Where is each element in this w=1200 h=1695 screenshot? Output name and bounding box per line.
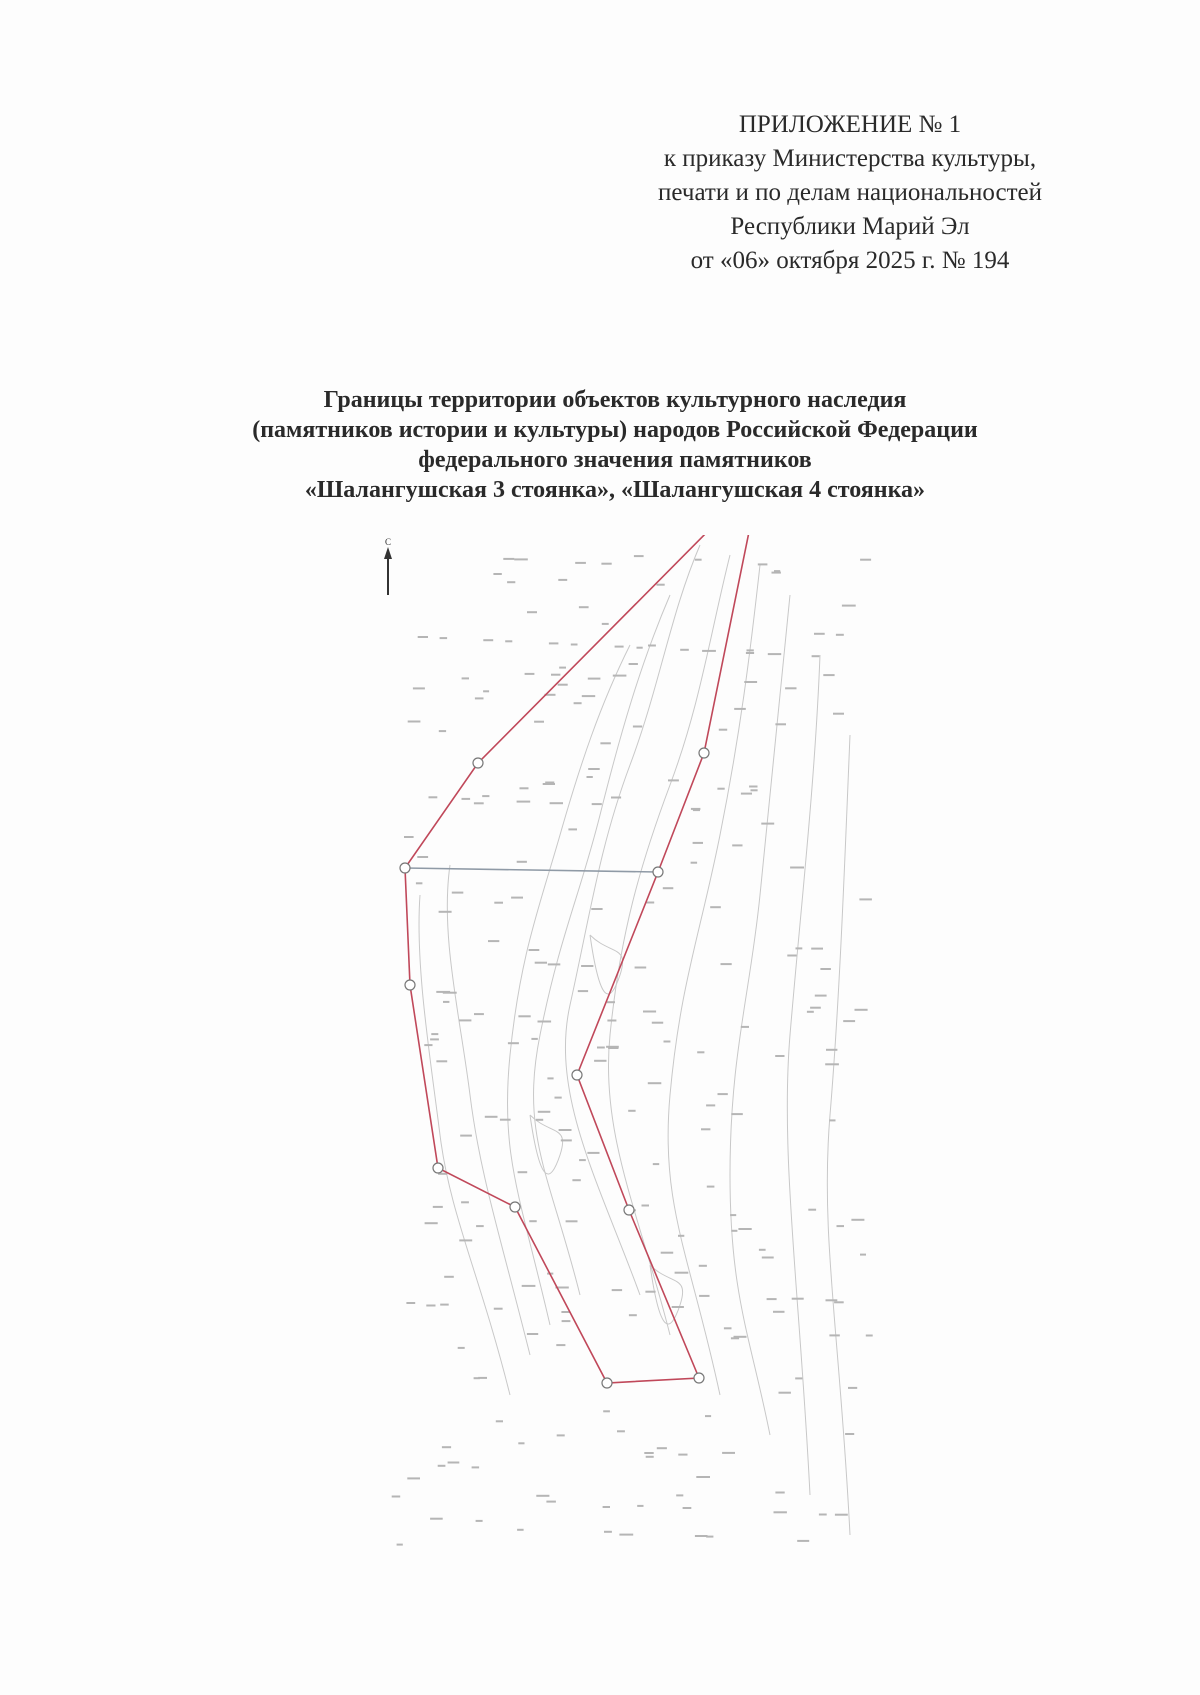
survey-mark — [555, 1097, 562, 1099]
survey-mark — [734, 708, 746, 710]
survey-mark — [810, 1007, 821, 1009]
survey-mark — [575, 562, 586, 564]
survey-mark — [741, 793, 752, 795]
survey-mark — [559, 667, 566, 669]
survey-mark — [823, 674, 834, 676]
territory-boundary-line — [405, 535, 750, 1383]
survey-mark — [436, 1060, 447, 1062]
survey-mark — [438, 1465, 446, 1467]
survey-mark — [561, 1139, 572, 1141]
survey-mark — [462, 798, 471, 800]
contour-line — [827, 735, 850, 1535]
survey-mark — [556, 1344, 565, 1346]
survey-mark — [517, 861, 527, 863]
survey-mark — [845, 1433, 854, 1435]
survey-mark — [637, 647, 643, 649]
appendix-line-3: Республики Марий Эл — [730, 213, 970, 240]
survey-mark — [860, 1254, 866, 1256]
survey-mark — [559, 1129, 572, 1131]
survey-mark — [478, 1377, 487, 1379]
appendix-line-2: печати и по делам национальностей — [658, 179, 1042, 206]
survey-mark — [517, 801, 531, 803]
survey-mark — [439, 911, 452, 913]
survey-mark — [508, 1042, 519, 1044]
document-title — [150, 385, 1080, 505]
survey-mark — [717, 788, 724, 790]
boundary-vertex — [602, 1378, 612, 1388]
survey-mark — [775, 723, 786, 725]
survey-mark — [611, 797, 621, 799]
survey-mark — [633, 726, 642, 728]
survey-mark — [730, 1214, 736, 1216]
survey-mark — [796, 947, 803, 949]
survey-mark — [842, 605, 856, 607]
survey-mark — [762, 1257, 774, 1259]
survey-mark — [604, 1531, 612, 1533]
survey-mark — [439, 730, 446, 732]
survey-mark — [536, 1495, 549, 1497]
survey-mark — [701, 1128, 710, 1130]
survey-mark — [522, 1285, 536, 1287]
survey-mark — [678, 1235, 684, 1237]
survey-mark — [635, 967, 647, 969]
contour-line — [534, 595, 670, 1295]
survey-mark — [483, 639, 493, 641]
survey-mark — [722, 1452, 735, 1454]
contour-line — [787, 655, 820, 1495]
survey-mark — [646, 1456, 654, 1458]
boundary-map — [370, 535, 890, 1565]
survey-mark — [746, 652, 754, 654]
survey-mark — [785, 687, 796, 689]
appendix-line-1: к приказу Министерства культуры, — [663, 145, 1037, 172]
survey-mark — [710, 906, 721, 908]
survey-mark — [452, 892, 464, 894]
survey-mark — [536, 1119, 543, 1121]
survey-mark — [668, 779, 679, 781]
title-line-3: федерального значения памятников — [418, 447, 812, 473]
survey-mark — [768, 653, 781, 655]
survey-mark — [587, 1152, 599, 1154]
survey-mark — [834, 1301, 844, 1303]
survey-mark — [811, 948, 823, 950]
survey-mark — [597, 1047, 605, 1049]
survey-mark — [657, 1447, 667, 1449]
survey-mark — [430, 1038, 439, 1040]
survey-mark — [476, 1520, 483, 1522]
survey-mark — [603, 1410, 610, 1412]
survey-mark — [637, 1505, 643, 1507]
survey-mark — [833, 713, 844, 715]
survey-mark — [600, 742, 610, 744]
survey-mark — [430, 1518, 443, 1520]
survey-mark — [474, 1013, 484, 1015]
survey-mark — [518, 1442, 524, 1444]
survey-mark — [774, 570, 780, 572]
contour-line — [730, 595, 790, 1435]
survey-mark — [707, 1186, 715, 1188]
survey-mark — [797, 1540, 809, 1542]
boundary-vertex — [400, 863, 410, 873]
survey-mark — [397, 1544, 403, 1546]
survey-mark — [699, 1295, 709, 1297]
survey-mark — [767, 1298, 777, 1300]
survey-mark — [807, 1011, 814, 1013]
map-svg — [370, 535, 890, 1565]
boundary-vertex — [694, 1373, 704, 1383]
survey-mark — [643, 1011, 656, 1013]
survey-mark — [843, 1020, 855, 1022]
boundary-vertex — [624, 1205, 634, 1215]
survey-mark — [675, 1272, 689, 1274]
boundary-vertex — [473, 758, 483, 768]
survey-mark — [693, 842, 703, 844]
boundary-vertex — [699, 748, 709, 758]
survey-mark — [500, 1119, 511, 1121]
survey-mark — [837, 1225, 845, 1227]
survey-mark — [529, 1220, 536, 1222]
survey-mark — [517, 1529, 524, 1531]
survey-mark — [774, 1511, 787, 1513]
survey-mark — [460, 1135, 472, 1137]
survey-mark — [617, 1430, 625, 1432]
survey-mark — [607, 1001, 615, 1003]
survey-mark — [706, 1104, 715, 1106]
survey-mark — [459, 1239, 472, 1241]
survey-mark — [657, 584, 665, 586]
survey-mark — [855, 1009, 868, 1011]
survey-mark — [699, 1265, 707, 1267]
survey-mark — [612, 1289, 622, 1291]
survey-mark — [514, 558, 528, 560]
survey-mark — [819, 1514, 827, 1516]
survey-mark — [734, 1336, 747, 1338]
survey-mark — [472, 1466, 480, 1468]
survey-mark — [494, 1308, 503, 1310]
survey-mark — [619, 1534, 633, 1536]
appendix-line-4: от «06» октября 2025 г. № 194 — [690, 247, 1010, 274]
survey-mark — [721, 963, 732, 965]
survey-mark — [417, 856, 428, 858]
contour-line — [565, 545, 700, 1295]
survey-mark — [568, 828, 577, 830]
survey-mark — [812, 655, 820, 657]
boundary-vertex — [405, 980, 415, 990]
survey-mark — [579, 1159, 586, 1161]
survey-mark — [408, 721, 421, 723]
survey-mark — [482, 795, 489, 797]
survey-mark — [531, 1038, 537, 1040]
survey-mark — [741, 1026, 749, 1028]
survey-mark — [652, 1022, 663, 1024]
survey-mark — [672, 1306, 684, 1308]
survey-mark — [608, 1047, 618, 1049]
boundary-vertex — [433, 1163, 443, 1173]
survey-mark — [820, 968, 831, 970]
survey-mark — [578, 990, 588, 992]
survey-mark — [546, 1501, 556, 1503]
survey-mark — [731, 1113, 743, 1115]
survey-mark — [860, 559, 871, 561]
survey-mark — [518, 1015, 530, 1017]
survey-mark — [493, 573, 501, 575]
survey-mark — [678, 1454, 687, 1456]
survey-mark — [545, 782, 554, 784]
survey-mark — [566, 1220, 578, 1222]
survey-mark — [579, 606, 589, 608]
site-divider-line — [405, 868, 658, 872]
survey-mark — [648, 1082, 662, 1084]
survey-mark — [548, 963, 561, 965]
survey-mark — [425, 1222, 438, 1224]
survey-mark — [697, 1051, 704, 1053]
contour-line — [608, 555, 730, 1335]
topographic-contours — [419, 545, 850, 1535]
survey-mark — [676, 1494, 683, 1496]
survey-mark — [759, 1249, 766, 1251]
survey-mark — [443, 1001, 449, 1003]
survey-mark — [629, 663, 638, 665]
survey-mark — [527, 611, 537, 613]
survey-mark — [444, 1276, 454, 1278]
survey-mark — [527, 1333, 538, 1335]
survey-mark — [758, 563, 768, 565]
survey-mark — [859, 898, 872, 900]
survey-mark — [588, 678, 601, 680]
survey-mark — [538, 1111, 551, 1113]
contour-line — [419, 895, 510, 1395]
survey-mark — [485, 1116, 498, 1118]
north-label: С — [384, 537, 392, 547]
survey-mark — [483, 690, 489, 692]
survey-mark — [458, 1347, 465, 1349]
survey-mark — [424, 1044, 432, 1046]
survey-mark — [476, 1225, 484, 1227]
survey-mark — [695, 1535, 708, 1537]
survey-mark — [475, 697, 484, 699]
survey-mark — [607, 1020, 616, 1022]
survey-mark — [663, 887, 674, 889]
survey-mark — [836, 634, 844, 636]
survey-mark — [494, 902, 503, 904]
survey-mark — [594, 1060, 606, 1062]
survey-mark — [825, 1063, 839, 1065]
boundary-vertex — [510, 1202, 520, 1212]
survey-mark — [571, 644, 578, 646]
survey-mark — [738, 1228, 751, 1230]
survey-mark — [628, 1110, 635, 1112]
survey-mark — [592, 803, 602, 805]
survey-mark — [866, 1335, 873, 1337]
survey-mark — [613, 675, 627, 677]
survey-mark — [581, 965, 593, 967]
survey-mark — [693, 809, 700, 811]
survey-mark — [680, 649, 689, 651]
survey-mark — [642, 1205, 650, 1207]
survey-mark — [773, 1311, 785, 1313]
title-line-1: Границы территории объектов культурного наследия — [323, 387, 907, 413]
survey-mark — [433, 1206, 443, 1208]
appendix-heading: ПРИЛОЖЕНИЕ № 1 — [738, 111, 962, 138]
survey-mark — [683, 1507, 692, 1509]
survey-mark — [416, 882, 423, 884]
survey-mark — [547, 1077, 553, 1079]
survey-mark — [634, 555, 644, 557]
north-arrow-icon — [384, 537, 392, 595]
survey-mark — [448, 1462, 460, 1464]
survey-mark — [653, 1163, 659, 1165]
survey-mark — [440, 637, 448, 639]
survey-mark — [775, 1055, 784, 1057]
survey-mark — [538, 1021, 552, 1023]
survey-mark — [792, 1298, 804, 1300]
survey-mark — [503, 558, 514, 560]
survey-mark — [558, 579, 567, 581]
survey-mark — [413, 687, 425, 689]
survey-mark — [744, 681, 757, 683]
survey-mark — [404, 836, 414, 838]
title-line-4: «Шалангушская 3 стоянка», «Шалангушская 4 стоянка» — [304, 477, 926, 503]
survey-mark — [751, 789, 758, 791]
survey-mark — [848, 1387, 857, 1389]
survey-mark — [790, 867, 804, 869]
survey-mark — [724, 1327, 732, 1329]
survey-mark — [525, 673, 535, 675]
survey-mark — [462, 677, 469, 679]
boundary-vertex — [653, 867, 663, 877]
survey-mark — [761, 823, 774, 825]
contour-line — [507, 645, 630, 1325]
survey-mark — [646, 902, 654, 904]
survey-mark — [795, 1377, 802, 1379]
survey-mark — [588, 768, 600, 770]
survey-mark — [474, 802, 484, 804]
survey-mark — [815, 995, 827, 997]
survey-mark — [549, 642, 559, 644]
survey-mark — [661, 1252, 674, 1254]
survey-mark — [436, 991, 450, 993]
survey-mark — [406, 1302, 415, 1304]
survey-mark — [440, 1304, 449, 1306]
survey-mark — [787, 955, 796, 957]
survey-mark — [511, 897, 523, 899]
survey-mark — [426, 1305, 435, 1307]
survey-mark — [602, 623, 609, 625]
survey-mark — [691, 862, 698, 864]
survey-mark — [829, 1334, 839, 1336]
survey-mark — [601, 563, 611, 565]
survey-mark — [535, 962, 547, 964]
survey-mark — [779, 1392, 791, 1394]
survey-mark — [851, 1219, 864, 1221]
survey-mark — [705, 1415, 711, 1417]
survey-mark — [562, 1320, 571, 1322]
survey-mark — [629, 1314, 637, 1316]
survey-mark — [695, 559, 702, 561]
survey-mark — [572, 1179, 580, 1181]
survey-mark — [826, 1299, 838, 1301]
survey-mark — [814, 633, 825, 635]
survey-mark — [747, 649, 754, 651]
survey-mark — [520, 787, 529, 789]
contour-line — [447, 865, 530, 1355]
survey-mark — [534, 721, 544, 723]
survey-mark — [561, 1311, 569, 1313]
survey-mark — [648, 645, 656, 647]
survey-mark — [591, 908, 602, 910]
survey-mark — [644, 1452, 653, 1454]
survey-mark — [488, 940, 499, 942]
survey-mark — [615, 646, 624, 648]
survey-mark — [664, 1041, 671, 1043]
survey-mark — [731, 1230, 737, 1232]
survey-mark — [808, 1209, 816, 1211]
title-line-2: (памятников истории и культуры) народов Российской Федерации — [252, 417, 978, 443]
survey-mark — [835, 1514, 848, 1516]
survey-mark — [582, 695, 595, 697]
survey-mark — [551, 674, 560, 676]
survey-mark — [557, 1434, 565, 1436]
survey-mark — [507, 581, 515, 583]
survey-mark — [718, 1093, 728, 1095]
survey-mark — [418, 636, 428, 638]
survey-mark — [496, 1420, 503, 1422]
survey-mark — [431, 1033, 438, 1035]
survey-mark — [529, 949, 540, 951]
survey-mark — [826, 1049, 837, 1051]
survey-mark — [407, 1477, 420, 1479]
survey-mark — [702, 650, 716, 652]
survey-mark — [459, 1019, 471, 1021]
survey-mark — [442, 1446, 451, 1448]
survey-mark — [749, 786, 757, 788]
survey-mark — [775, 1492, 784, 1494]
survey-mark — [550, 802, 563, 804]
survey-mark — [732, 844, 742, 846]
survey-mark — [392, 1496, 401, 1498]
survey-mark — [558, 684, 568, 686]
appendix-block — [600, 108, 1100, 278]
survey-mark — [587, 776, 593, 778]
survey-mark — [719, 729, 727, 731]
survey-mark — [461, 1201, 469, 1203]
survey-mark — [645, 1291, 655, 1293]
survey-mark — [603, 1506, 610, 1508]
survey-mark — [574, 702, 582, 704]
survey-mark — [518, 1171, 528, 1173]
survey-mark — [696, 1476, 710, 1478]
survey-mark — [706, 1536, 713, 1538]
contour-line — [590, 935, 623, 994]
contour-line — [668, 565, 760, 1395]
boundary-vertex — [572, 1070, 582, 1080]
survey-mark — [429, 796, 438, 798]
survey-mark — [505, 640, 512, 642]
survey-mark — [829, 1119, 835, 1121]
